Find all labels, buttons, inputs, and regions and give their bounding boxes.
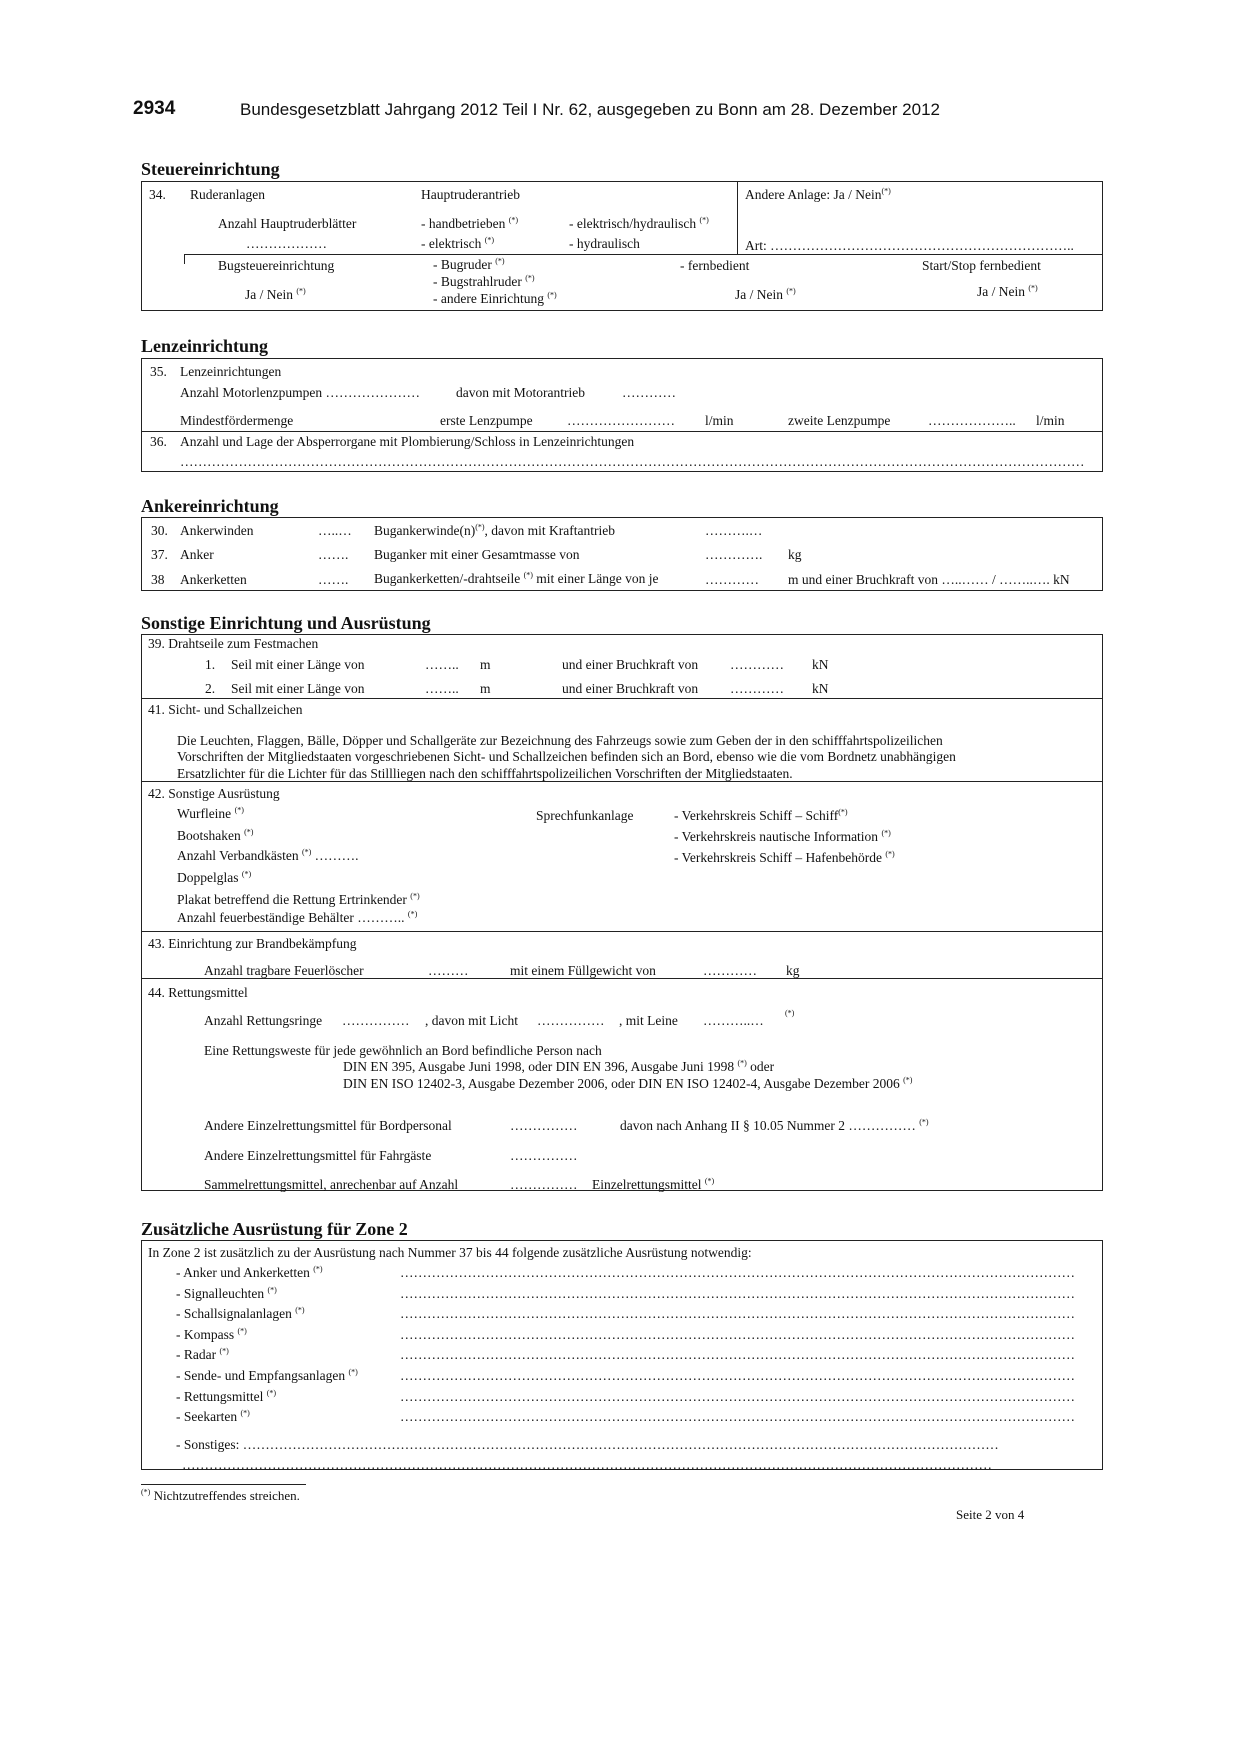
footnote: (*) Nichtzutreffendes streichen.	[141, 1487, 300, 1503]
rettungsringe-dots: ……………	[342, 1013, 410, 1028]
seil2-dots: ……..	[425, 681, 459, 696]
anzahl-hauptruderblaetter: Anzahl Hauptruderblätter	[218, 216, 357, 231]
verbandkaesten: Anzahl Verbandkästen (*) ……….	[177, 847, 359, 863]
zone2-item-dots: ……………………………………………………………………………………………………………………………………	[400, 1306, 1075, 1322]
bugankerketten-text: Bugankerketten/-drahtseile (*) mit einer Länge von je	[374, 570, 659, 586]
rettungsringe-label: Anzahl Rettungsringe	[204, 1013, 323, 1028]
item-30-num: 30.	[151, 523, 168, 538]
ankerketten-dots: …….	[318, 572, 349, 587]
item-42: 42. Sonstige Ausrüstung	[148, 786, 280, 801]
zone2-item-dots: ……………………………………………………………………………………………………………………………………	[400, 1326, 1075, 1342]
bruchkraft-text: m und einer Bruchkraft von …..…… / ……..…. kN	[788, 572, 1070, 587]
rettungsringe-star: (*)	[785, 1008, 795, 1018]
zone2-sonstiges: - Sonstiges: ……………………………………………………………………………………………………………………………………………………	[176, 1437, 999, 1452]
item-39: 39. Drahtseile zum Festmachen	[148, 636, 319, 651]
hydraulisch: - hydraulisch	[569, 236, 640, 251]
zweite-lenzpumpe: zweite Lenzpumpe	[788, 413, 891, 428]
handbetrieben: - handbetrieben (*)	[421, 215, 519, 231]
wurfleine: Wurfleine (*)	[177, 805, 244, 821]
sprechfunkanlage: Sprechfunkanlage	[536, 808, 634, 823]
zone2-item-label: - Radar (*)	[176, 1346, 229, 1363]
feuerbestaendige-behaelter: Anzahl feuerbeständige Behälter ……….. (*)	[177, 909, 418, 925]
davon-motorantrieb-dots: …………	[622, 385, 676, 400]
zone2-item-dots: ……………………………………………………………………………………………………………………………………	[400, 1409, 1075, 1425]
verkehrskreis-nautisch: - Verkehrskreis nautische Information (*)	[674, 828, 891, 844]
leine-dots: ………..…	[703, 1013, 764, 1028]
gesamtmasse-unit: kg	[788, 547, 802, 562]
verkehrskreis-schiff-schiff: - Verkehrskreis Schiff – Schiff(*)	[674, 807, 848, 823]
seil1-bruch-dots: …………	[730, 657, 784, 672]
licht-dots: ……………	[537, 1013, 605, 1028]
mindestfoerdermenge: Mindestfördermenge	[180, 413, 294, 428]
section-title-ankereinrichtung: Ankereinrichtung	[141, 496, 279, 516]
zone2-item-label: - Anker und Ankerketten (*)	[176, 1264, 323, 1280]
zone2-item-label: - Sende- und Empfangsanlagen (*)	[176, 1367, 358, 1383]
seil2-unit: m	[480, 681, 491, 696]
seil1-num: 1.	[205, 657, 216, 672]
bugankerwinde-text: Bugankerwinde(n)(*), davon mit Kraftantrieb	[374, 522, 616, 538]
zone2-item-label: - Kompass (*)	[176, 1326, 247, 1342]
andere-anlage: Andere Anlage: Ja / Nein(*)	[745, 186, 891, 202]
page-indicator: Seite 2 von 4	[956, 1507, 1025, 1522]
section-title-lenzeinrichtung: Lenzeinrichtung	[141, 336, 269, 356]
absperrorgane-dots: …………………………………………………………………………………………………………………………………………………………………………………	[180, 454, 1085, 469]
erste-lenzpumpe-dots: ……………………	[567, 413, 675, 428]
zweite-lenzpumpe-dots: ………………..	[928, 413, 1016, 428]
davon-licht: , davon mit Licht	[425, 1013, 518, 1028]
einzel-fahrgaeste: Andere Einzelrettungsmittel für Fahrgäste	[204, 1148, 432, 1163]
item-38-num: 38	[151, 572, 165, 587]
einzelrettungsmittel: Einzelrettungsmittel (*)	[592, 1176, 715, 1192]
zone2-last-dots: ………………………………………………………………………………………………………………………………………………………………	[182, 1457, 992, 1472]
fuellgewicht-label: mit einem Füllgewicht von	[510, 963, 656, 978]
bugsteuereinrichtung: Bugsteuereinrichtung	[218, 258, 335, 273]
item-44: 44. Rettungsmittel	[148, 985, 248, 1000]
ankerketten-label: Ankerketten	[180, 572, 247, 587]
section-title-steuereinrichtung: Steuereinrichtung	[141, 159, 280, 179]
ankerwinden-dots: …..…	[318, 523, 352, 538]
startstop-fernbedient: Start/Stop fernbedient	[922, 258, 1041, 273]
bootshaken: Bootshaken (*)	[177, 827, 254, 843]
ankerwinden-label: Ankerwinden	[180, 523, 254, 538]
hauptruderantrieb-label: Hauptruderantrieb	[421, 187, 520, 202]
zone2-item-label: - Signalleuchten (*)	[176, 1285, 277, 1301]
zone2-item-dots: ……………………………………………………………………………………………………………………………………	[400, 1265, 1075, 1280]
seil1-unit: m	[480, 657, 491, 672]
zone2-item-label: - Rettungsmittel (*)	[176, 1388, 277, 1404]
seil2-num: 2.	[205, 681, 216, 696]
plakat-rettung: Plakat betreffend die Rettung Ertrinkender (*)	[177, 891, 420, 907]
anker-label: Anker	[180, 547, 214, 562]
erste-unit: l/min	[705, 413, 734, 428]
gesamtmasse-dots: ………….	[705, 547, 763, 562]
zone2-item-dots: ……………………………………………………………………………………………………………………………………	[400, 1347, 1075, 1363]
seil2-bruch: und einer Bruchkraft von	[562, 681, 699, 696]
feuerloescher-label: Anzahl tragbare Feuerlöscher	[204, 963, 364, 978]
s41-line3: Ersatzlichter für die Lichter für das Stillliegen nach den schifffahrtspolizeilichen Vorschriften der Mitgliedstaaten.	[177, 766, 793, 781]
erste-lenzpumpe: erste Lenzpumpe	[440, 413, 533, 428]
seil1-bruch-unit: kN	[812, 657, 829, 672]
absperrorgane-label: Anzahl und Lage der Absperrorgane mit Plombierung/Schloss in Lenzeinrichtungen	[180, 434, 635, 449]
footnote-rule	[141, 1484, 306, 1485]
rettungsweste-line2: DIN EN 395, Ausgabe Juni 1998, oder DIN EN 396, Ausgabe Juni 1998 (*) oder	[343, 1058, 775, 1074]
item-37-num: 37.	[151, 547, 168, 562]
rettungsweste-line3: DIN EN ISO 12402-3, Ausgabe Dezember 2006, oder DIN EN ISO 12402-4, Ausgabe Dezember 2006 (*)	[343, 1075, 913, 1091]
seil2-label: Seil mit einer Länge von	[231, 681, 365, 696]
zweite-unit: l/min	[1036, 413, 1065, 428]
zone2-item-dots: ……………………………………………………………………………………………………………………………………	[400, 1285, 1075, 1301]
seil1-label: Seil mit einer Länge von	[231, 657, 365, 672]
item-41: 41. Sicht- und Schallzeichen	[148, 702, 303, 717]
seil1-dots: ……..	[425, 657, 459, 672]
s41-line2: Vorschriften der Mitgliedstaaten vorgeschriebenen Sicht- und Schallzeichen befinden sich an Bord, ebenso wie die vom Bordnetz unabhängigen	[177, 749, 956, 764]
fuellgewicht-dots: …………	[703, 963, 757, 978]
seil2-bruch-unit: kN	[812, 681, 829, 696]
item-34-num: 34.	[149, 187, 166, 202]
ankerketten-laenge-dots: …………	[705, 572, 759, 587]
mit-leine: , mit Leine	[619, 1013, 678, 1028]
einzel-fahrgaeste-dots: ……………	[510, 1148, 578, 1163]
bugsteuer-ja-nein: Ja / Nein (*)	[245, 286, 306, 302]
zone2-item-dots: ……………………………………………………………………………………………………………………………………	[400, 1388, 1075, 1404]
lenzeinrichtungen-label: Lenzeinrichtungen	[180, 364, 282, 379]
anker-dots: …….	[318, 547, 349, 562]
buganker-gesamtmasse: Buganker mit einer Gesamtmasse von	[374, 547, 580, 562]
zone2-item-dots: ……………………………………………………………………………………………………………………………………	[400, 1368, 1075, 1383]
page-number: 2934	[133, 98, 176, 119]
anzahl-motorlenzpumpen: Anzahl Motorlenzpumpen …………………	[180, 385, 420, 400]
item-35-num: 35.	[150, 364, 167, 379]
blaetter-dots: ………………	[246, 236, 327, 251]
s41-line1: Die Leuchten, Flaggen, Bälle, Döpper und Schallgeräte zur Bezeichnung des Fahrzeugs sowie zum Geben der in den schifffahrtspolizeilichen	[177, 733, 943, 748]
startstop-ja-nein: Ja / Nein (*)	[977, 283, 1038, 299]
item-36-num: 36.	[150, 434, 167, 449]
einzel-bordpersonal: Andere Einzelrettungsmittel für Bordpersonal	[204, 1118, 452, 1133]
item-43: 43. Einrichtung zur Brandbekämpfung	[148, 936, 357, 951]
elektrisch: - elektrisch (*)	[421, 235, 495, 251]
anhang-nummer: davon nach Anhang II § 10.05 Nummer 2 …………… (*)	[620, 1117, 929, 1133]
bugruder: - Bugruder (*)	[433, 256, 505, 272]
elektrisch-hydraulisch: - elektrisch/hydraulisch (*)	[569, 215, 709, 231]
zone2-item-label: - Seekarten (*)	[176, 1408, 250, 1425]
doppelglas: Doppelglas (*)	[177, 869, 252, 885]
davon-motorantrieb: davon mit Motorantrieb	[456, 385, 585, 400]
bugstrahlruder: - Bugstrahlruder (*)	[433, 273, 535, 289]
fernbedient: - fernbedient	[680, 258, 750, 273]
section-title-sonstige: Sonstige Einrichtung und Ausrüstung	[141, 613, 431, 633]
seil1-bruch: und einer Bruchkraft von	[562, 657, 699, 672]
einzel-bordpersonal-dots: ……………	[510, 1118, 578, 1133]
andere-einrichtung: - andere Einrichtung (*)	[433, 290, 557, 306]
running-title: Bundesgesetzblatt Jahrgang 2012 Teil I Nr. 62, ausgegeben zu Bonn am 28. Dezember 2012	[240, 100, 940, 119]
zone2-item-label: - Schallsignalanlagen (*)	[176, 1305, 305, 1322]
rettungsweste-line1: Eine Rettungsweste für jede gewöhnlich an Bord befindliche Person nach	[204, 1043, 602, 1058]
fuellgewicht-unit: kg	[786, 963, 800, 978]
fernbedient-ja-nein: Ja / Nein (*)	[735, 286, 796, 302]
section-title-zone2: Zusätzliche Ausrüstung für Zone 2	[141, 1219, 408, 1239]
zone2-intro: In Zone 2 ist zusätzlich zu der Ausrüstung nach Nummer 37 bis 44 folgende zusätzliche Ausrüstung notwendig:	[148, 1245, 752, 1260]
verkehrskreis-hafen: - Verkehrskreis Schiff – Hafenbehörde (*)	[674, 849, 895, 865]
seil2-bruch-dots: …………	[730, 681, 784, 696]
ruderanlagen-label: Ruderanlagen	[190, 187, 265, 202]
feuerloescher-dots: ………	[428, 963, 469, 978]
sammelrettungsmittel: Sammelrettungsmittel, anrechenbar auf Anzahl	[204, 1177, 459, 1192]
sammel-dots: ……………	[510, 1177, 578, 1192]
art-field: Art: …………………………………………………………..	[745, 238, 1074, 253]
bugankerwinde-dots: ……….…	[705, 523, 763, 538]
